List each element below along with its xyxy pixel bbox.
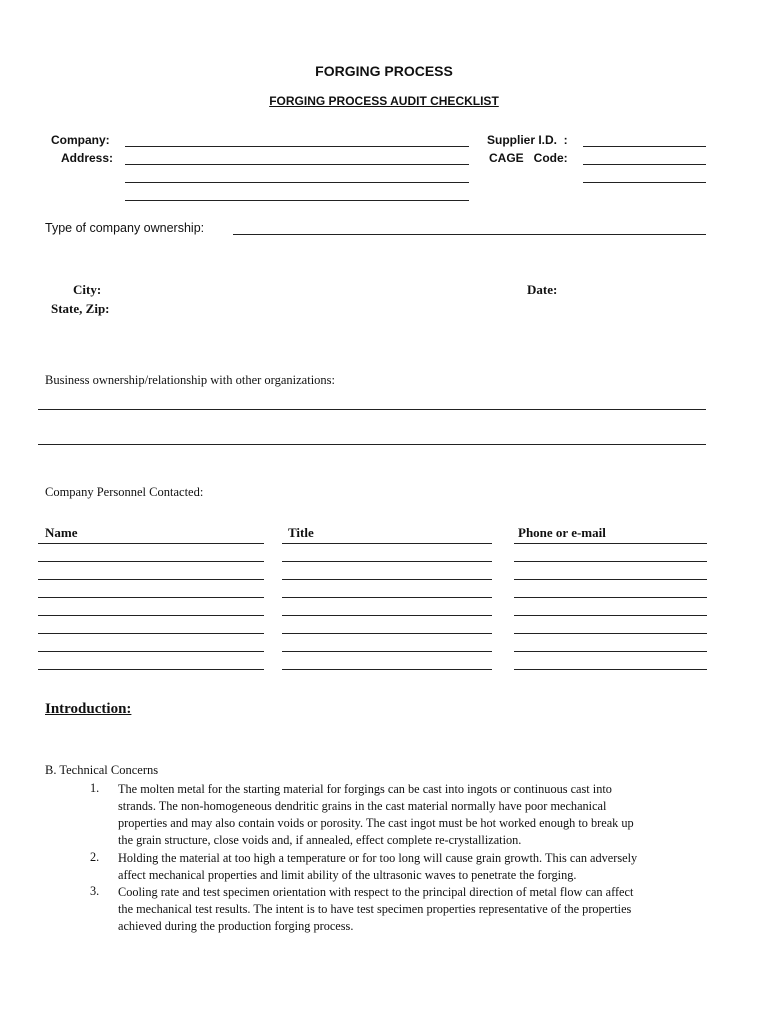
column-header-phone-email: Phone or e-mail bbox=[518, 525, 606, 540]
item-line: the grain structure, close voids and, if annealed, effect complete re-crystallization. bbox=[118, 833, 522, 847]
introduction-heading: Introduction: bbox=[45, 701, 132, 717]
item-line: affect mechanical properties and limit ability of the ultrasonic waves to penetrate the forging. bbox=[118, 868, 577, 882]
address-label: Address: bbox=[61, 151, 114, 165]
title-line[interactable] bbox=[282, 633, 492, 634]
column-header-title: Title bbox=[288, 525, 314, 540]
page-subtitle: FORGING PROCESS AUDIT CHECKLIST bbox=[269, 94, 499, 108]
item-number: 2. bbox=[90, 850, 100, 864]
item-text bbox=[118, 850, 704, 884]
phone-line[interactable] bbox=[514, 651, 707, 652]
column-header-name: Name bbox=[45, 525, 78, 540]
company-field[interactable] bbox=[125, 146, 469, 147]
name-line[interactable] bbox=[38, 633, 264, 634]
title-line[interactable] bbox=[282, 579, 492, 580]
cage-code-field[interactable] bbox=[583, 164, 706, 165]
business-ownership-label: Business ownership/relationship with other organizations: bbox=[45, 373, 336, 387]
address-field-line-2[interactable] bbox=[125, 182, 469, 183]
name-line[interactable] bbox=[38, 651, 264, 652]
phone-line[interactable] bbox=[514, 669, 707, 670]
item-text bbox=[118, 884, 704, 935]
supplier-id-field[interactable] bbox=[583, 146, 706, 147]
phone-line[interactable] bbox=[514, 579, 707, 580]
business-ownership-line-1[interactable] bbox=[38, 409, 706, 410]
cage-code-label: CAGE Code: bbox=[489, 151, 568, 165]
name-line[interactable] bbox=[38, 615, 264, 616]
title-line[interactable] bbox=[282, 597, 492, 598]
item-line: Cooling rate and test specimen orientation with respect to the principal direction of metal flow can affect bbox=[118, 885, 634, 899]
name-line[interactable] bbox=[38, 669, 264, 670]
item-line: Holding the material at too high a temperature or for too long will cause grain growth. This can adversely bbox=[118, 851, 638, 865]
business-ownership-line-2[interactable] bbox=[38, 444, 706, 445]
state-zip-label: State, Zip: bbox=[51, 301, 110, 316]
address-field-line-1[interactable] bbox=[125, 164, 469, 165]
company-label: Company: bbox=[51, 133, 110, 147]
item-line: strands. The non-homogeneous dendritic grains in the cast material normally have poor mechanical bbox=[118, 799, 607, 813]
item-number: 3. bbox=[90, 884, 100, 898]
item-line: achieved during the production forging process. bbox=[118, 919, 354, 933]
phone-line[interactable] bbox=[514, 615, 707, 616]
city-label: City: bbox=[73, 282, 102, 297]
name-line[interactable] bbox=[38, 561, 264, 562]
name-line[interactable] bbox=[38, 579, 264, 580]
item-line: the mechanical test results. The intent is to have test specimen properties representative of the properties bbox=[118, 902, 632, 916]
cage-code-field-extra[interactable] bbox=[583, 182, 706, 183]
phone-line[interactable] bbox=[514, 597, 707, 598]
page-title: FORGING PROCESS bbox=[315, 63, 453, 79]
personnel-label: Company Personnel Contacted: bbox=[45, 485, 204, 499]
phone-line[interactable] bbox=[514, 633, 707, 634]
phone-line[interactable] bbox=[514, 561, 707, 562]
technical-concerns-heading: B. Technical Concerns bbox=[45, 763, 159, 777]
date-label: Date: bbox=[527, 282, 558, 297]
item-number: 1. bbox=[90, 781, 100, 795]
item-line: The molten metal for the starting material for forgings can be cast into ingots or continuous cast into bbox=[118, 782, 612, 796]
item-line: properties and may also contain voids or porosity. The cast ingot must be hot worked enough to break up bbox=[118, 816, 634, 830]
title-line[interactable] bbox=[282, 651, 492, 652]
ownership-type-field[interactable] bbox=[233, 234, 706, 235]
supplier-id-label: Supplier I.D. : bbox=[487, 133, 568, 147]
title-header-rule bbox=[282, 543, 492, 544]
name-line[interactable] bbox=[38, 597, 264, 598]
address-field-line-3[interactable] bbox=[125, 200, 469, 201]
title-line[interactable] bbox=[282, 615, 492, 616]
name-header-rule bbox=[38, 543, 264, 544]
title-line[interactable] bbox=[282, 669, 492, 670]
title-line[interactable] bbox=[282, 561, 492, 562]
phone-header-rule bbox=[514, 543, 707, 544]
item-text bbox=[118, 781, 704, 849]
ownership-type-label: Type of company ownership: bbox=[45, 221, 205, 235]
